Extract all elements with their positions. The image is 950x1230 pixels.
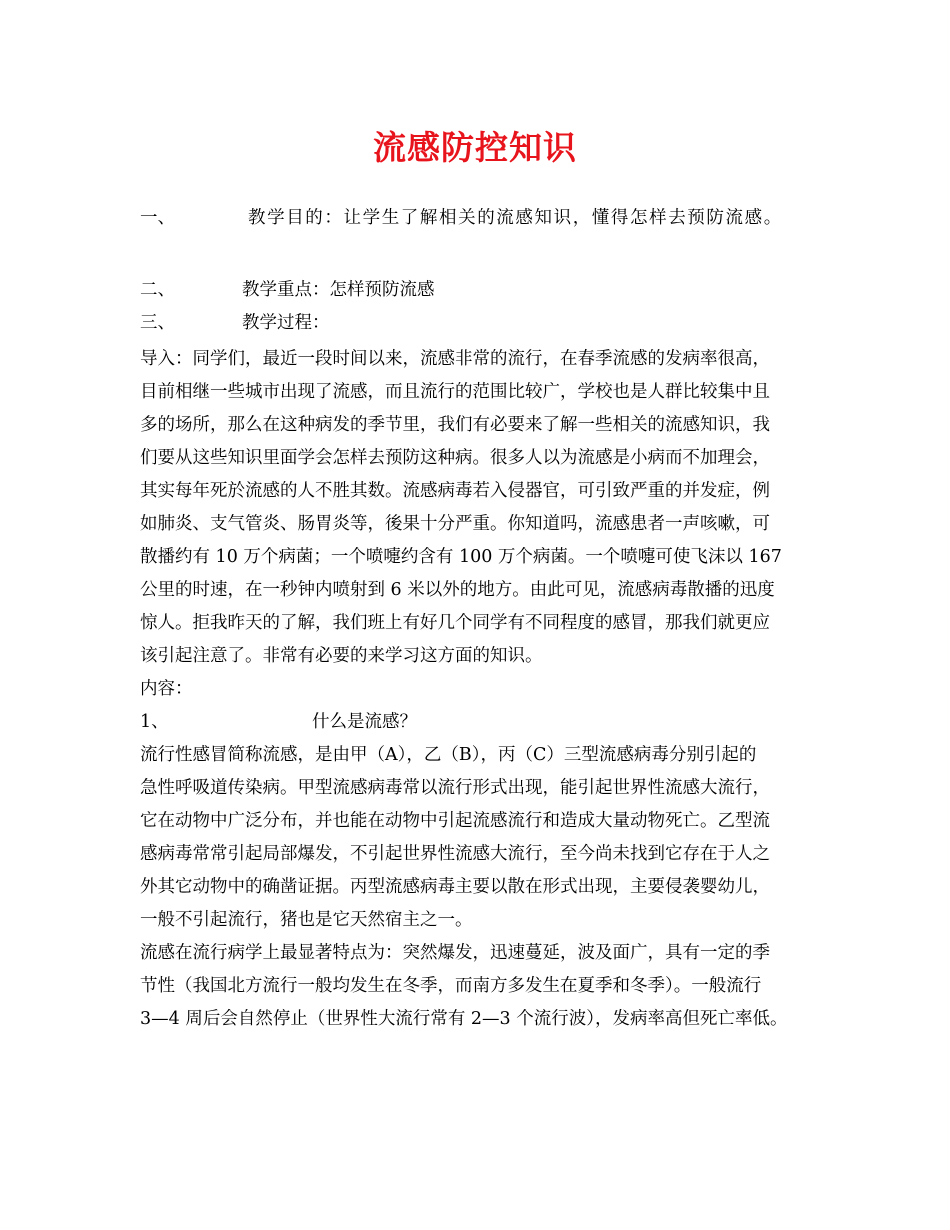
- body-line: 流感在流行病学上最显著特点为：突然爆发，迅速蔓延，波及面广，具有一定的季: [140, 943, 770, 963]
- item-1-number: 1、: [140, 712, 169, 732]
- intro-line: 公里的时速，在一秒钟内喷射到 6 米以外的地方。由此可见，流感病毒散播的迅度: [140, 580, 775, 600]
- item-1-text: 什么是流感？: [312, 712, 417, 732]
- body-line: 外其它动物中的确凿证据。丙型流感病毒主要以散在形式出现，主要侵袭婴幼儿，: [140, 877, 770, 897]
- body-line: 3—4 周后会自然停止（世界性大流行常有 2—3 个流行波），发病率高但死亡率低。: [140, 1009, 788, 1029]
- intro-line: 目前相继一些城市出现了流感，而且流行的范围比较广，学校也是人群比较集中且: [140, 382, 770, 402]
- section-3-number: 三、: [140, 313, 175, 333]
- section-1-text: 教学目的：让学生了解相关的流感知识，懂得怎样去预防流感。: [248, 208, 783, 228]
- intro-line: 们要从这些知识里面学会怎样去预防这种病。很多人以为流感是小病而不加理会，: [140, 448, 770, 468]
- page-title: 流感防控知识: [373, 128, 577, 167]
- lesson-content: [140, 343, 830, 1036]
- body-line: 节性（我国北方流行一般均发生在冬季，而南方多发生在夏季和冬季）。一般流行: [140, 976, 762, 996]
- content-heading: 内容：: [140, 679, 193, 699]
- section-2-number: 二、: [140, 280, 175, 300]
- intro-line: 如肺炎、支气管炎、肠胃炎等，後果十分严重。你知道吗，流感患者一声咳嗽，可: [140, 514, 770, 534]
- section-1-number: 一、: [140, 208, 175, 228]
- section-2: [140, 278, 435, 302]
- intro-line: 多的场所，那么在这种病发的季节里，我们有必要来了解一些相关的流感知识，我: [140, 415, 770, 435]
- body-line: 一般不引起流行，猪也是它天然宿主之一。: [140, 910, 473, 930]
- intro-line: 其实每年死於流感的人不胜其数。流感病毒若入侵器官，可引致严重的并发症，例: [140, 481, 770, 501]
- body-line: 急性呼吸道传染病。甲型流感病毒常以流行形式出现，能引起世界性流感大流行，: [140, 778, 770, 798]
- body-line: 流行性感冒简称流感，是由甲（A），乙（B），丙（C）三型流感病毒分别引起的: [140, 745, 757, 765]
- section-3: [140, 311, 330, 335]
- section-3-text: 教学过程：: [242, 313, 330, 333]
- intro-line: 惊人。拒我昨天的了解，我们班上有好几个同学有不同程度的感冒，那我们就更应: [140, 613, 770, 633]
- section-1: [140, 206, 783, 230]
- item-1-heading: [140, 706, 830, 739]
- body-line: 感病毒常常引起局部爆发，不引起世界性流感大流行，至今尚未找到它存在于人之: [140, 844, 770, 864]
- body-line: 它在动物中广泛分布，并也能在动物中引起流感流行和造成大量动物死亡。乙型流: [140, 811, 770, 831]
- intro-line: 导入：同学们，最近一段时间以来，流感非常的流行，在春季流感的发病率很高，: [140, 349, 770, 369]
- intro-line: 散播约有 10 万个病菌；一个喷嚏约含有 100 万个病菌。一个喷嚏可使飞沫以 167: [140, 547, 782, 567]
- section-2-text: 教学重点：怎样预防流感: [242, 280, 435, 300]
- intro-line: 该引起注意了。非常有必要的来学习这方面的知识。: [140, 646, 543, 666]
